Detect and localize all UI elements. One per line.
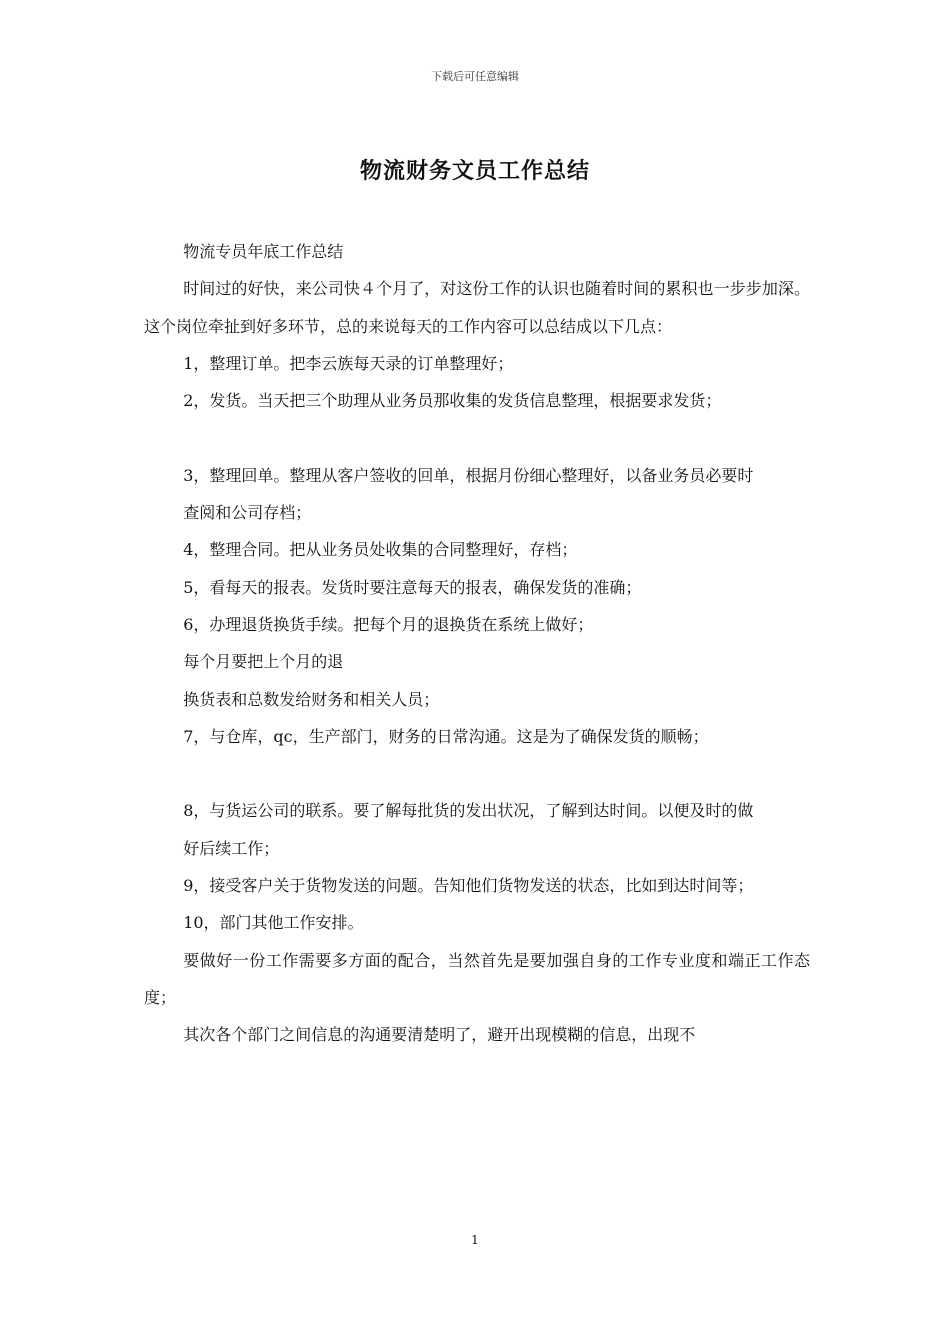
document-title: 物流财务文员工作总结 (359, 158, 590, 184)
paragraph: 2，发货。当天把三个助理从业务员那收集的发货信息整理，根据要求发货； (183, 391, 722, 411)
paragraph: 要做好一份工作需要多方面的配合，当然首先是要加强自身的工作专业度和端正工作态度； (144, 950, 810, 1007)
paragraph: 4，整理合同。把从业务员处收集的合同整理好，存档； (183, 540, 578, 560)
paragraph: 1，整理订单。把李云族每天录的订单整理好； (183, 353, 514, 373)
blank-line (144, 419, 810, 456)
document-body (144, 233, 810, 1054)
paragraph: 8，与货运公司的联系。要了解每批货的发出状况，了解到达时间。以便及时的做 (183, 801, 754, 821)
paragraph: 10，部门其他工作安排。 (183, 913, 364, 933)
paragraph: 3，整理回单。整理从客户签收的回单，根据月份细心整理好，以备业务员必要时 (183, 465, 754, 485)
paragraph: 物流专员年底工作总结 (183, 242, 344, 261)
paragraph: 换货表和总数发给财务和相关人员； (183, 689, 440, 709)
paragraph: 好后续工作； (183, 838, 280, 858)
blank-line (144, 755, 810, 792)
paragraph: 每个月要把上个月的退 (183, 652, 344, 672)
paragraph: 9，接受客户关于货物发送的问题。告知他们货物发送的状态，比如到达时间等； (183, 876, 754, 896)
page-number: 1 (471, 1233, 479, 1247)
paragraph: 5，看每天的报表。发货时要注意每天的报表，确保发货的准确； (183, 577, 642, 597)
paragraph: 查阅和公司存档； (183, 503, 312, 523)
paragraph: 6，办理退货换货手续。把每个月的退换货在系统上做好； (183, 614, 594, 634)
paragraph: 时间过的好快，来公司快４个月了，对这份工作的认识也随着时间的累积也一步步加深。这个岗位牵扯到好多环节，总的来说每天的工作内容可以总结成以下几点： (144, 279, 810, 336)
paragraph: 7，与仓库，qc，生产部门，财务的日常沟通。这是为了确保发货的顺畅； (183, 726, 709, 746)
paragraph: 其次各个部门之间信息的沟通要清楚明了，避开出现模糊的信息，出现不 (183, 1025, 696, 1045)
header-note: 下载后可任意编辑 (431, 70, 519, 83)
